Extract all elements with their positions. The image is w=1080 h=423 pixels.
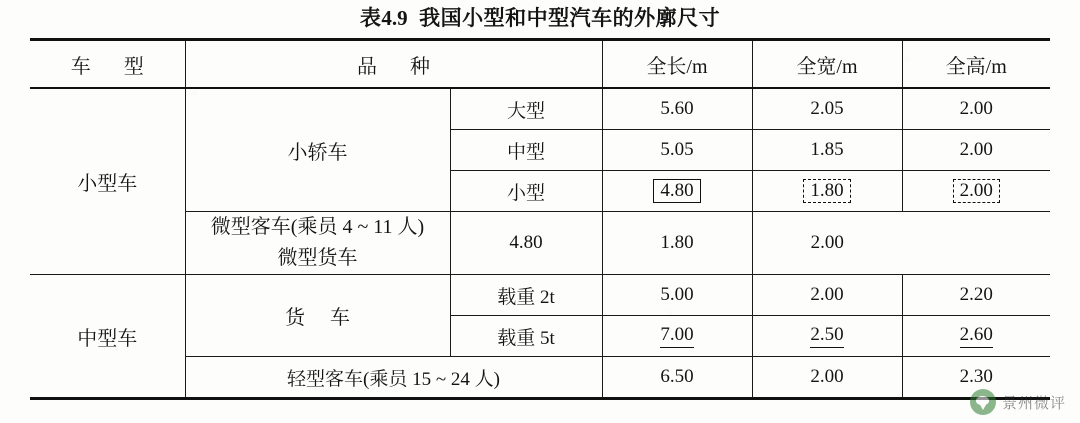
length-cell: 6.50 <box>602 357 752 399</box>
vehicle-dimension-table <box>30 38 1050 400</box>
width-cell: 1.80 <box>602 212 752 275</box>
table-title-prefix: 表 <box>359 6 382 30</box>
length-cell-highlighted <box>602 171 752 212</box>
header-width: 全宽/m <box>752 40 902 89</box>
table-title-text: 我国小型和中型汽车的外廓尺寸 <box>419 6 721 30</box>
subgroup-cell-sedan: 小轿车 <box>185 88 450 212</box>
height-cell-highlighted <box>902 171 1050 212</box>
length-cell: 4.80 <box>450 212 602 275</box>
subgroup-cell-light-bus: 轻型客车(乘员 15 ~ 24 人) <box>185 357 602 399</box>
width-cell-underlined <box>752 316 902 357</box>
width-cell: 2.00 <box>752 275 902 316</box>
width-cell: 2.05 <box>752 88 902 130</box>
subgroup-cell-truck: 货 车 <box>185 275 450 357</box>
length-cell: 5.05 <box>602 130 752 171</box>
height-cell-underlined <box>902 316 1050 357</box>
height-cell: 2.00 <box>902 130 1050 171</box>
header-length: 全长/m <box>602 40 752 89</box>
table-header-row <box>30 40 1050 89</box>
length-cell-underlined <box>602 316 752 357</box>
leaf-logo-icon <box>970 389 996 415</box>
table-row <box>30 275 1050 316</box>
width-cell: 1.85 <box>752 130 902 171</box>
height-cell: 2.30 <box>902 357 1050 399</box>
table-title-number: 4.9 <box>381 6 408 30</box>
variant-cell: 载重 5t <box>450 316 602 357</box>
header-height: 全高/m <box>902 40 1050 89</box>
subgroup-cell-mini-vehicles <box>185 212 450 275</box>
group-cell-small-vehicle: 小型车 <box>30 88 185 275</box>
width-cell: 2.00 <box>752 357 902 399</box>
length-value-underline: 7.00 <box>660 324 693 348</box>
length-cell: 5.60 <box>602 88 752 130</box>
mini-bus-label: 微型客车(乘员 4 ~ 11 人) <box>210 216 425 238</box>
width-value-underline: 2.50 <box>810 324 843 348</box>
group-cell-medium-vehicle: 中型车 <box>30 275 185 399</box>
height-value-box: 2.00 <box>953 179 1000 204</box>
variant-cell: 载重 2t <box>450 275 602 316</box>
height-cell: 2.00 <box>752 212 902 275</box>
height-cell: 2.00 <box>902 88 1050 130</box>
spec-table-wrapper <box>30 38 1050 400</box>
table-row <box>30 88 1050 130</box>
height-cell: 2.20 <box>902 275 1050 316</box>
width-cell-highlighted <box>752 171 902 212</box>
length-value-box: 4.80 <box>653 179 700 204</box>
header-vehicle-type: 车 型 <box>30 40 185 89</box>
table-title <box>0 2 1080 32</box>
variant-cell: 中型 <box>450 130 602 171</box>
watermark-label: 景州微评 <box>1001 394 1066 412</box>
watermark <box>970 389 1066 415</box>
width-value-box: 1.80 <box>803 179 850 204</box>
variant-cell: 小型 <box>450 171 602 212</box>
header-category: 品 种 <box>185 40 602 89</box>
mini-truck-label: 微型货车 <box>277 247 358 269</box>
height-value-underline: 2.60 <box>960 324 993 348</box>
length-cell: 5.00 <box>602 275 752 316</box>
variant-cell: 大型 <box>450 88 602 130</box>
